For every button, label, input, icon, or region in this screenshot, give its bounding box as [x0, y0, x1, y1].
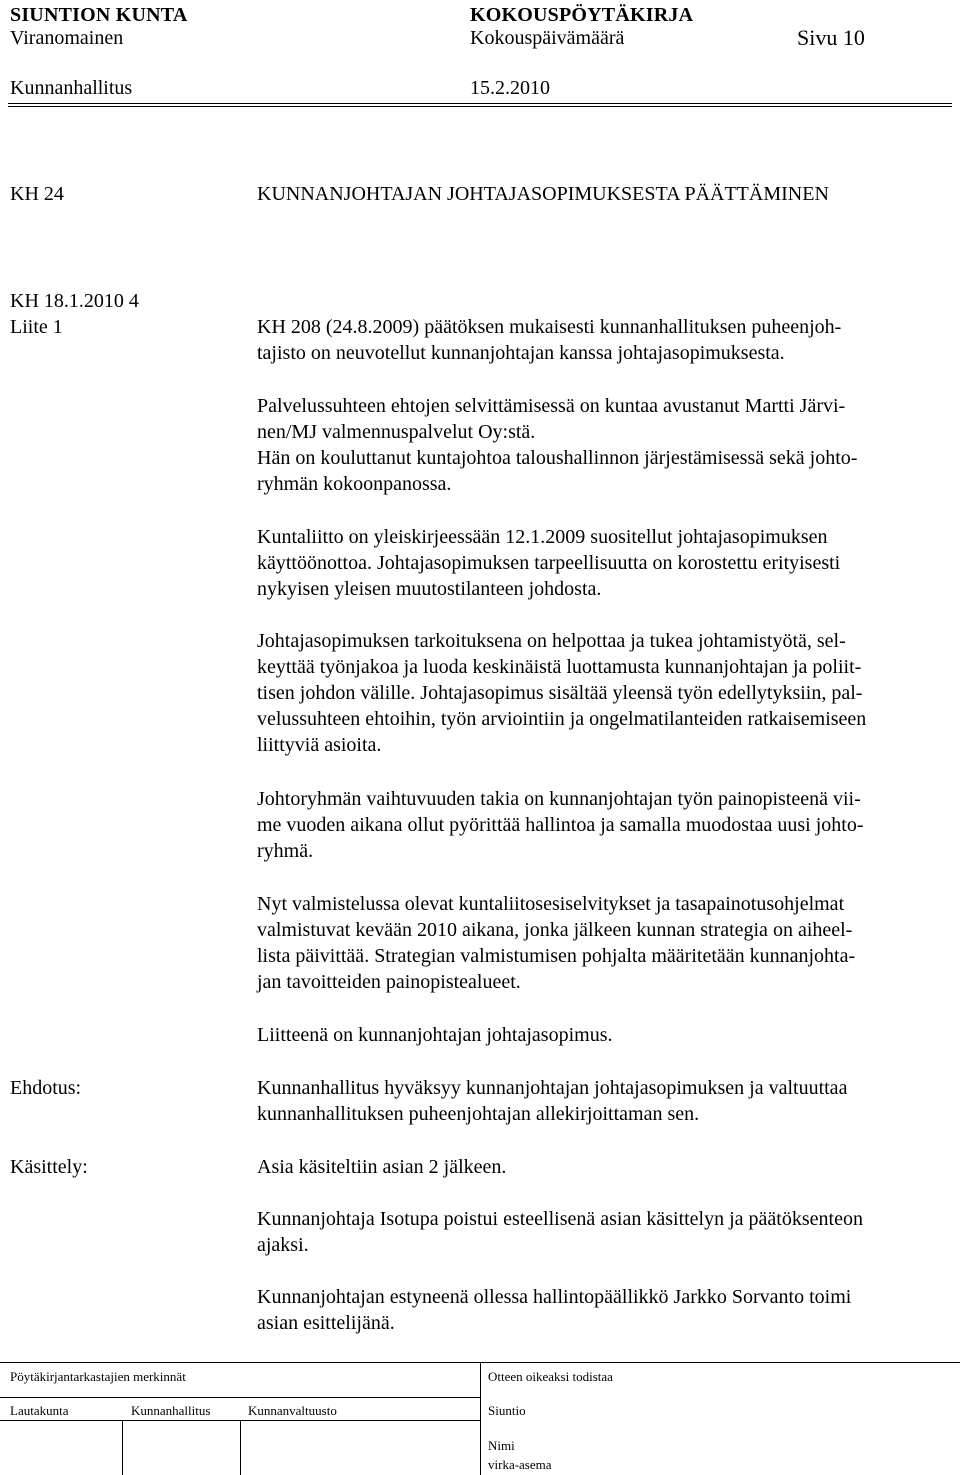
footer-column-council: Kunnanvaltuusto [248, 1403, 337, 1418]
handling-line: ajaksi. [257, 1234, 309, 1256]
footer-divider [480, 1362, 481, 1475]
paragraph-line: Johtoryhmän vaihtuvuuden takia on kunnanjohtajan työn painopisteenä vii- [257, 788, 861, 810]
authority-label: Viranomainen [10, 27, 124, 49]
footer-place: Siuntio [488, 1403, 526, 1418]
handling-line: Kunnanjohtaja Isotupa poistui esteellisenä asian käsittelyn ja päätöksenteon [257, 1208, 863, 1230]
footer-row-border [0, 1397, 480, 1398]
reviewers-label: Pöytäkirjantarkastajien merkinnät [10, 1369, 186, 1384]
paragraph-line: ryhmän kokoonpanossa. [257, 473, 452, 495]
paragraph-line: lista päivittää. Strategian valmistumisen pohjalta määritetään kunnanjohta- [257, 945, 856, 967]
attachment-note: Liitteenä on kunnanjohtajan johtajasopimus. [257, 1024, 613, 1046]
header-separator-second [8, 106, 952, 107]
paragraph-line: Kuntaliitto on yleiskirjeessään 12.1.2009 suositellut johtajasopimuksen [257, 526, 828, 548]
paragraph-line: keyttää työnjakoa ja luoda keskinäistä luottamusta kunnanjohtajan ja poliit- [257, 656, 862, 678]
footer-column-divider [240, 1420, 241, 1475]
paragraph-line: nen/MJ valmennuspalvelut Oy:stä. [257, 421, 536, 443]
attachment-ref: Liite 1 [10, 316, 63, 338]
footer-name-label: Nimi [488, 1438, 515, 1453]
handling-label: Käsittely: [10, 1156, 88, 1178]
footer-column-board: Lautakunta [10, 1403, 69, 1418]
paragraph-line: tajisto on neuvotellut kunnanjohtajan kanssa johtajasopimuksesta. [257, 342, 785, 364]
paragraph-line: Palvelussuhteen ehtojen selvittämisessä on kuntaa avustanut Martti Järvi- [257, 395, 846, 417]
page-number: Sivu 10 [797, 25, 865, 50]
paragraph-line: Johtajasopimuksen tarkoituksena on helpottaa ja tukea johtamistyötä, sel- [257, 630, 846, 652]
paragraph-line: liittyviä asioita. [257, 734, 382, 756]
certified-label: Otteen oikeaksi todistaa [488, 1369, 613, 1384]
paragraph-line: KH 208 (24.8.2009) päätöksen mukaisesti kunnanhallituksen puheenjoh- [257, 316, 842, 338]
paragraph-line: me vuoden aikana ollut pyörittää hallintoa ja samalla muodostaa uusi johto- [257, 814, 864, 836]
footer-title-label: virka-asema [488, 1457, 552, 1472]
handling-line: Kunnanjohtajan estyneenä ollessa hallintopäällikkö Jarkko Sorvanto toimi [257, 1286, 852, 1308]
document-type: KOKOUSPÖYTÄKIRJA [470, 4, 694, 26]
footer-column-municipal-board: Kunnanhallitus [131, 1403, 211, 1418]
paragraph-line: Hän on kouluttanut kuntajohtoa taloushallinnon järjestämisessä sekä johto- [257, 447, 858, 469]
paragraph-line: valmistuvat kevään 2010 aikana, jonka jälkeen kunnan strategia on aiheel- [257, 919, 853, 941]
paragraph-line: nykyisen yleisen muutostilanteen johdosta. [257, 578, 602, 600]
proposal-line: kunnanhallituksen puheenjohtajan allekirjoittaman sen. [257, 1103, 700, 1125]
paragraph-line: velussuhteen ehtoihin, työn arviointiin ja ongelmatilanteiden ratkaisemiseen [257, 708, 867, 730]
previous-decision-ref: KH 18.1.2010 4 [10, 290, 139, 312]
paragraph-line: Nyt valmistelussa olevat kuntaliitosesiselvitykset ja tasapainotusohjelmat [257, 893, 845, 915]
header-separator [8, 103, 952, 104]
handling-line: Asia käsiteltiin asian 2 jälkeen. [257, 1156, 507, 1178]
date-label: Kokouspäivämäärä [470, 27, 625, 49]
meeting-date: 15.2.2010 [470, 77, 550, 99]
paragraph-line: käyttöönottoa. Johtajasopimuksen tarpeellisuutta on korostettu erityisesti [257, 552, 841, 574]
authority-value: Kunnanhallitus [10, 77, 133, 99]
paragraph-line: tisen johdon välille. Johtajasopimus sisältää yleensä työn edellytyksiin, pal- [257, 682, 863, 704]
section-title: KUNNANJOHTAJAN JOHTAJASOPIMUKSESTA PÄÄTTÄMINEN [257, 183, 829, 205]
proposal-line: Kunnanhallitus hyväksyy kunnanjohtajan johtajasopimuksen ja valtuuttaa [257, 1077, 848, 1099]
proposal-label: Ehdotus: [10, 1077, 82, 1099]
handling-line: asian esittelijänä. [257, 1312, 395, 1334]
footer-column-divider [122, 1420, 123, 1475]
paragraph-line: ryhmä. [257, 840, 314, 862]
paragraph-line: jan tavoitteiden painopistealueet. [257, 971, 521, 993]
section-number: KH 24 [10, 183, 64, 205]
organization-name: SIUNTION KUNTA [10, 4, 188, 26]
